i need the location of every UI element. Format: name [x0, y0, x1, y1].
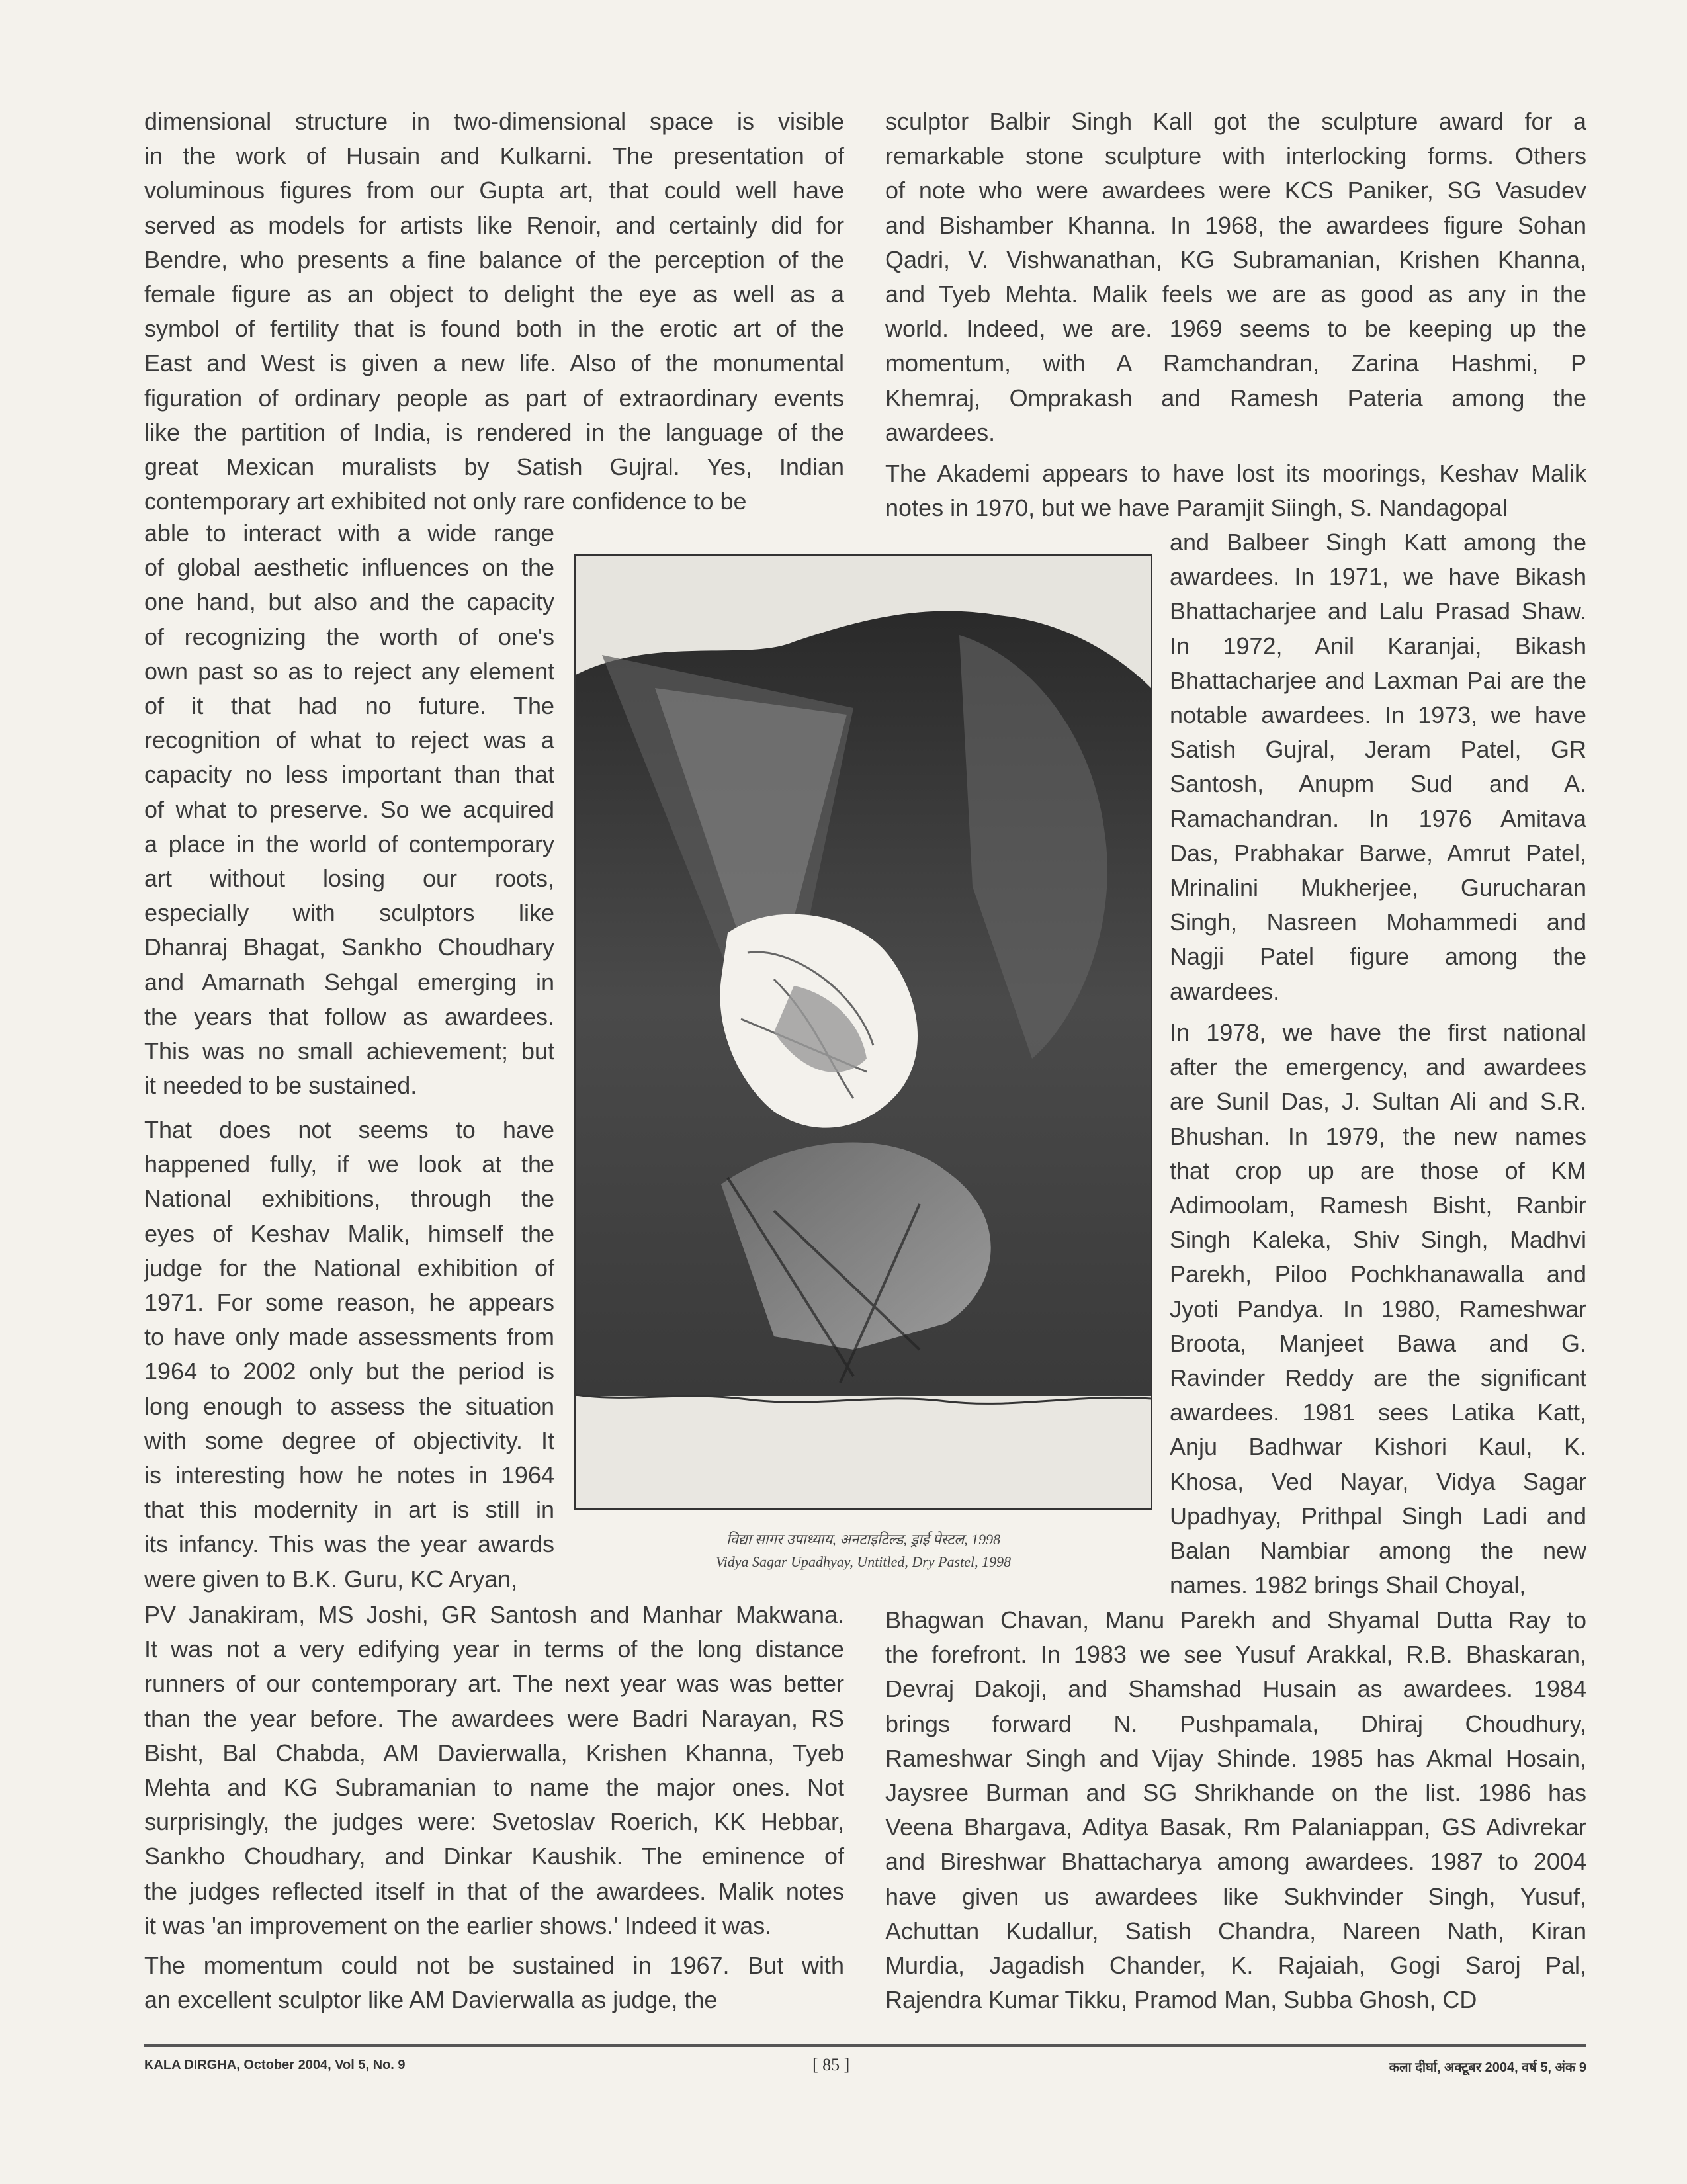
caption-hindi: विद्या सागर उपाध्याय, अनटाइटिल्ड, ड्राई पेस्टल, 1998: [726, 1531, 1001, 1548]
text-line: Bhushan. In 1979, the new names: [1170, 1122, 1586, 1150]
text-line: its infancy. This was the year awards: [144, 1530, 554, 1558]
text-line: awardees.: [885, 418, 996, 446]
text-line: of recognizing the worth of one's: [144, 623, 554, 650]
text-line: Ravinder Reddy are the significant: [1170, 1364, 1586, 1392]
text-line: brings forward N. Pushpamala, Dhiraj Choudhury,: [885, 1710, 1586, 1737]
text-line: East and West is given a new life. Also of the monumental: [144, 349, 844, 377]
text-line: The Akademi appears to have lost its moorings, Keshav Malik: [885, 460, 1586, 487]
text-line: an excellent sculptor like AM Davierwalla as judge, the: [144, 1986, 718, 2014]
text-line: with some degree of objectivity. It: [144, 1426, 554, 1454]
text-col-left-top: [144, 105, 844, 519]
text-line: symbol of fertility that is found both in the erotic art of the: [144, 315, 844, 343]
text-line: runners of our contemporary art. The next year was was better: [144, 1670, 844, 1698]
figure-caption: [576, 1528, 1151, 1573]
text-line: Adimoolam, Ramesh Bisht, Ranbir: [1170, 1192, 1586, 1219]
text-line: especially with sculptors like: [144, 899, 554, 927]
text-line: are Sunil Das, J. Sultan Ali and S.R.: [1170, 1088, 1586, 1115]
text-line: In 1972, Anil Karanjai, Bikash: [1170, 632, 1586, 660]
text-line: Achuttan Kudallur, Satish Chandra, Nareen Nath, Kiran: [885, 1917, 1586, 1944]
text-line: awardees. 1981 sees Latika Katt,: [1170, 1399, 1586, 1426]
text-line: Dhanraj Bhagat, Sankho Choudhary: [144, 934, 554, 961]
text-line: Upadhyay, Prithpal Singh Ladi and: [1170, 1502, 1586, 1530]
text-line: Rameshwar Singh and Vijay Shinde. 1985 has Akmal Hosain,: [885, 1744, 1586, 1772]
text-line: Rajendra Kumar Tikku, Pramod Man, Subba Ghosh, CD: [885, 1986, 1477, 2014]
text-line: long enough to assess the situation: [144, 1392, 554, 1420]
footer-right: कला दीर्घा, अक्टूबर 2004, वर्ष 5, अंक 9: [1389, 2060, 1586, 2075]
text-line: own past so as to reject any element: [144, 657, 554, 685]
text-line: of note who were awardees were KCS Paniker, SG Vasudev: [885, 177, 1586, 204]
text-line: than the year before. The awardees were Badri Narayan, RS: [144, 1704, 844, 1732]
text-line: happened fully, if we look at the: [144, 1151, 554, 1178]
text-line: that this modernity in art is still in: [144, 1496, 554, 1524]
text-line: capacity no less important than that: [144, 761, 554, 789]
text-line: PV Janakiram, MS Joshi, GR Santosh and Manhar Makwana.: [144, 1601, 844, 1628]
text-col-left-bottom-2: [144, 1948, 844, 2017]
text-line: to have only made assessments from: [144, 1323, 554, 1351]
text-line: eyes of Keshav Malik, himself the: [144, 1219, 554, 1247]
text-line: that crop up are those of KM: [1170, 1157, 1586, 1184]
text-line: Singh Kaleka, Shiv Singh, Madhvi: [1170, 1226, 1586, 1254]
text-line: figuration of ordinary people as part of extraordinary events: [144, 384, 844, 412]
text-line: great Mexican muralists by Satish Gujral. Yes, Indian: [144, 453, 844, 481]
text-line: The momentum could not be sustained in 1967. But with: [144, 1952, 844, 1979]
text-line: one hand, but also and the capacity: [144, 588, 554, 616]
text-line: Nagji Patel figure among the: [1170, 943, 1586, 971]
text-line: it needed to be sustained.: [144, 1072, 417, 1100]
text-line: and Tyeb Mehta. Malik feels we are as good as any in the: [885, 281, 1586, 308]
footer-left: KALA DIRGHA, October 2004, Vol 5, No. 9: [144, 2058, 406, 2072]
text-line: Sankho Choudhary, and Dinkar Kaushik. The eminence of: [144, 1843, 844, 1870]
text-line: Veena Bhargava, Aditya Basak, Rm Palaniappan, GS Adivrekar: [885, 1813, 1586, 1841]
text-line: Bhagwan Chavan, Manu Parekh and Shyamal Dutta Ray to: [885, 1606, 1586, 1634]
text-line: Balan Nambiar among the new: [1170, 1537, 1586, 1565]
text-line: sculptor Balbir Singh Kall got the sculpture award for a: [885, 108, 1586, 135]
text-line: Das, Prabhakar Barwe, Amrut Patel,: [1170, 839, 1586, 867]
text-line: is interesting how he notes in 1964: [144, 1462, 554, 1489]
text-line: contemporary art exhibited not only rare confidence to be: [144, 488, 747, 515]
text-line: 1971. For some reason, he appears: [144, 1289, 554, 1317]
text-line: and Balbeer Singh Katt among the: [1170, 529, 1586, 556]
text-line: of global aesthetic influences on the: [144, 554, 554, 582]
text-col-right-top-2: [885, 457, 1586, 525]
text-col-right-bottom: [885, 1603, 1586, 2017]
text-line: dimensional structure in two-dimensional space is visible: [144, 108, 844, 135]
text-line: the forefront. In 1983 we see Yusuf Arakkal, R.B. Bhaskaran,: [885, 1641, 1586, 1669]
text-line: judge for the National exhibition of: [144, 1254, 554, 1282]
text-line: served as models for artists like Renoir, and certainly did for: [144, 211, 844, 239]
text-line: Parekh, Piloo Pochkhanawalla and: [1170, 1260, 1586, 1288]
text-line: Bhattacharjee and Lalu Prasad Shaw.: [1170, 597, 1586, 625]
text-line: in the work of Husain and Kulkarni. The presentation of: [144, 142, 844, 170]
text-col-right-narrow-1: [1170, 525, 1586, 1009]
text-line: National exhibitions, through the: [144, 1185, 554, 1213]
text-line: surprisingly, the judges were: Svetoslav Roerich, KK Hebbar,: [144, 1808, 844, 1836]
text-line: after the emergency, and awardees: [1170, 1053, 1586, 1081]
text-line: and Bireshwar Bhattacharya among awardees. 1987 to 2004: [885, 1848, 1586, 1876]
text-line: Bendre, who presents a fine balance of the perception of the: [144, 245, 844, 273]
text-line: and Bishamber Khanna. In 1968, the awardees figure Sohan: [885, 211, 1586, 239]
text-line: Satish Gujral, Jeram Patel, GR: [1170, 736, 1586, 764]
text-line: That does not seems to have: [144, 1116, 554, 1143]
footer-divider: [144, 2044, 1586, 2047]
artwork-image: [574, 554, 1152, 1510]
text-line: In 1978, we have the first national: [1170, 1019, 1586, 1046]
text-line: Anju Badhwar Kishori Kaul, K.: [1170, 1433, 1586, 1461]
text-line: and Amarnath Sehgal emerging in: [144, 968, 554, 996]
text-line: Khosa, Ved Nayar, Vidya Sagar: [1170, 1467, 1586, 1495]
text-col-left-narrow-1: [144, 516, 554, 1103]
text-line: have given us awardees like Sukhvinder Singh, Yusuf,: [885, 1882, 1586, 1910]
text-line: world. Indeed, we are. 1969 seems to be keeping up the: [885, 315, 1586, 343]
text-col-right-narrow-2: [1170, 1016, 1586, 1602]
page-number: [ 85 ]: [812, 2055, 850, 2074]
text-line: Ramachandran. In 1976 Amitava: [1170, 805, 1586, 832]
text-line: Jaysree Burman and SG Shrikhande on the list. 1986 has: [885, 1779, 1586, 1807]
text-line: awardees.: [1170, 977, 1280, 1005]
text-line: This was no small achievement; but: [144, 1037, 554, 1065]
text-line: remarkable stone sculpture with interlocking forms. Others: [885, 142, 1586, 170]
text-col-right-top-1: [885, 105, 1586, 450]
text-line: awardees. In 1971, we have Bikash: [1170, 563, 1586, 591]
text-line: female figure as an object to delight the eye as well as a: [144, 281, 844, 308]
text-line: Mrinalini Mukherjee, Gurucharan: [1170, 874, 1586, 902]
text-line: momentum, with A Ramchandran, Zarina Hashmi, P: [885, 349, 1586, 377]
text-line: Broota, Manjeet Bawa and G.: [1170, 1329, 1586, 1357]
text-line: 1964 to 2002 only but the period is: [144, 1358, 554, 1385]
text-line: of it that had no future. The: [144, 692, 554, 720]
text-line: notes in 1970, but we have Paramjit Siingh, S. Nandagopal: [885, 494, 1508, 522]
dry-pastel-artwork: [576, 556, 1151, 1508]
text-line: it was 'an improvement on the earlier shows.' Indeed it was.: [144, 1911, 772, 1939]
text-line: Mehta and KG Subramanian to name the major ones. Not: [144, 1774, 844, 1802]
text-line: Devraj Dakoji, and Shamshad Husain as awardees. 1984: [885, 1675, 1586, 1703]
text-line: a place in the world of contemporary: [144, 830, 554, 857]
text-line: Singh, Nasreen Mohammedi and: [1170, 908, 1586, 936]
text-line: It was not a very edifying year in terms of the long distance: [144, 1636, 844, 1663]
text-line: of what to preserve. So we acquired: [144, 795, 554, 823]
text-col-left-narrow-2: [144, 1113, 554, 1596]
text-line: the years that follow as awardees.: [144, 1002, 554, 1030]
caption-english: Vidya Sagar Upadhyay, Untitled, Dry Pastel, 1998: [715, 1553, 1012, 1570]
text-line: names. 1982 brings Shail Choyal,: [1170, 1571, 1526, 1599]
text-line: Khemraj, Omprakash and Ramesh Pateria among the: [885, 384, 1586, 412]
text-line: art without losing our roots,: [144, 865, 554, 893]
text-col-left-bottom-1: [144, 1598, 844, 1943]
text-line: Jyoti Pandya. In 1980, Rameshwar: [1170, 1295, 1586, 1323]
text-line: Murdia, Jagadish Chander, K. Rajaiah, Gogi Saroj Pal,: [885, 1952, 1586, 1980]
text-line: able to interact with a wide range: [144, 519, 554, 546]
text-line: notable awardees. In 1973, we have: [1170, 701, 1586, 729]
text-line: recognition of what to reject was a: [144, 726, 554, 754]
text-line: were given to B.K. Guru, KC Aryan,: [144, 1565, 518, 1593]
text-line: Bhattacharjee and Laxman Pai are the: [1170, 666, 1586, 694]
text-line: Santosh, Anupm Sud and A.: [1170, 770, 1586, 798]
text-line: the judges reflected itself in that of the awardees. Malik notes: [144, 1877, 844, 1905]
text-line: Bisht, Bal Chabda, AM Davierwalla, Krishen Khanna, Tyeb: [144, 1739, 844, 1767]
text-line: Qadri, V. Vishwanathan, KG Subramanian, Krishen Khanna,: [885, 245, 1586, 273]
text-line: voluminous figures from our Gupta art, that could well have: [144, 177, 844, 204]
text-line: like the partition of India, is rendered in the language of the: [144, 418, 844, 446]
